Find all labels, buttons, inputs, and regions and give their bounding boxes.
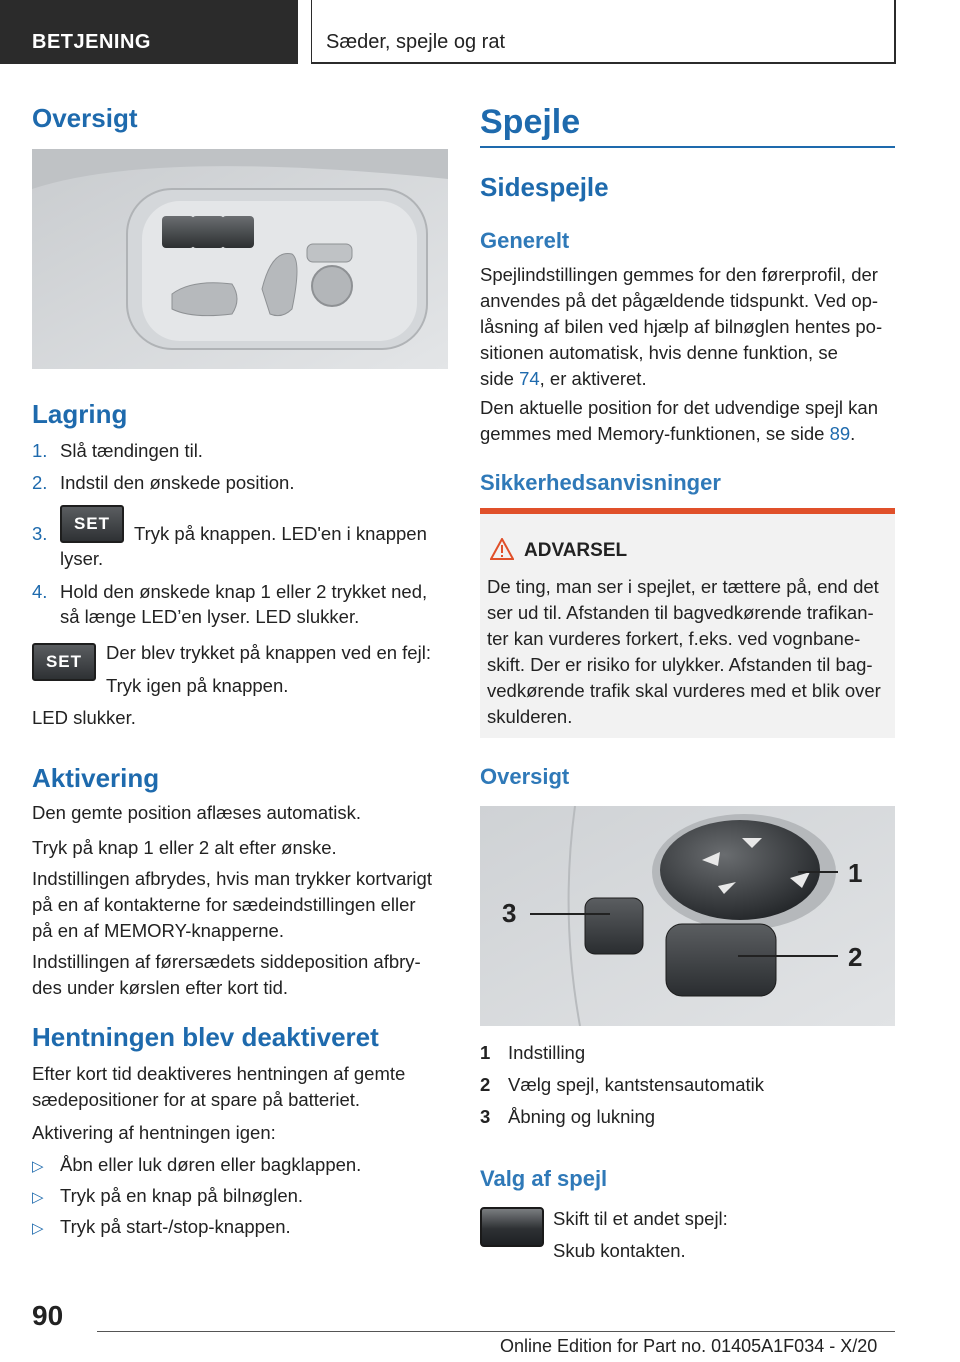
bullet-triangle-icon: ▷ xyxy=(32,1189,44,1206)
warning-line: vedkørende trafik skal vurderes med et blik over xyxy=(487,680,881,701)
step-text: Slå tændingen til. xyxy=(60,440,203,461)
valg-heading: Valg af spejl xyxy=(480,1166,608,1191)
aktivering-p3c: på en af MEMORY-knapperne. xyxy=(32,920,284,941)
generelt-l2: anvendes på det pågældende tidspunkt. Ved op‐ xyxy=(480,290,879,311)
set-button-icon: SET xyxy=(60,505,124,543)
step-number: 4. xyxy=(32,581,48,602)
seat-controls-illustration xyxy=(32,149,448,369)
hentning-p2: Aktivering af hentningen igen: xyxy=(32,1122,276,1143)
aktivering-p3a: Indstillingen afbrydes, hvis man trykker kortvarigt xyxy=(32,868,432,889)
step-3-cont: lyser. xyxy=(60,548,104,569)
legend-text: Indstilling xyxy=(508,1042,586,1063)
text: . xyxy=(850,423,856,444)
callout-3: 3 xyxy=(502,898,517,928)
legend-item-3 xyxy=(480,1104,900,1130)
warning-icon xyxy=(490,538,514,565)
oversigt-right-heading: Oversigt xyxy=(480,764,570,789)
lagring-heading: Lagring xyxy=(32,399,128,429)
footer-rule xyxy=(97,1331,895,1332)
warning-box xyxy=(480,508,895,738)
sikkerhed-heading: Sikkerhedsanvisninger xyxy=(480,470,721,495)
step-1 xyxy=(32,438,448,464)
warning-title: ADVARSEL xyxy=(524,540,628,561)
aktivering-p4a: Indstillingen af førersædets siddeposition afbry‐ xyxy=(32,951,421,972)
warning-line: skulderen. xyxy=(487,706,573,727)
legend-number: 2 xyxy=(480,1074,491,1095)
valg-l1: Skift til et andet spejl: xyxy=(553,1208,728,1229)
aktivering-p2: Tryk på knap 1 eller 2 alt efter ønske. xyxy=(32,837,337,858)
legend-number: 1 xyxy=(480,1042,491,1063)
text: gemmes med Memory-funktionen, se side xyxy=(480,423,830,444)
text: , er aktiveret. xyxy=(539,368,647,389)
page-link-74[interactable]: 74 xyxy=(519,368,540,389)
bullet-text: Tryk på start-/stop-knappen. xyxy=(60,1216,291,1237)
warning-line: skift. Der er risiko for ulykker. Afstanden til bag‐ xyxy=(487,654,873,675)
generelt-l6: Den aktuelle position for det udvendige spejl kan xyxy=(480,397,879,418)
step-4 xyxy=(32,579,452,605)
bullet-triangle-icon: ▷ xyxy=(32,1158,44,1175)
generelt-l5 xyxy=(480,366,900,392)
text: side xyxy=(480,368,520,389)
legend-text: Åbning og lukning xyxy=(508,1106,656,1127)
hentning-bullet-2 xyxy=(32,1183,452,1211)
step-2 xyxy=(32,470,448,496)
legend-text: Vælg spejl, kantstensautomatik xyxy=(508,1074,765,1095)
hentning-heading: Hentningen blev deaktiveret xyxy=(32,1022,379,1052)
bullet-triangle-icon: ▷ xyxy=(32,1220,44,1237)
mirror-switch-icon xyxy=(480,1207,544,1247)
hentning-bullet-3 xyxy=(32,1214,452,1242)
legend-item-1 xyxy=(480,1040,900,1066)
legend-item-2 xyxy=(480,1072,900,1098)
header-chapter: Sæder, spejle og rat xyxy=(311,0,896,64)
hentning-p1b: sædepositioner for at spare på batteriet. xyxy=(32,1089,361,1110)
footer-edition: Online Edition for Part no. 01405A1F034 - X/20 xyxy=(500,1336,878,1356)
oversigt-heading: Oversigt xyxy=(32,103,138,133)
generelt-l3: låsning af bilen ved hjælp af bilnøglen hentes po‐ xyxy=(480,316,883,337)
step-number: 2. xyxy=(32,472,48,493)
aktivering-p3b: på en af kontakterne for sædeindstillingen eller xyxy=(32,894,416,915)
title-rule xyxy=(480,146,895,148)
aktivering-heading: Aktivering xyxy=(32,763,160,793)
error-line-1: Der blev trykket på knappen ved en fejl: xyxy=(106,642,431,663)
warning-line: ter kan vurderes forkert, f.eks. ved vognbane‐ xyxy=(487,628,861,649)
step-4-cont: så længe LED’en lyser. LED slukker. xyxy=(60,606,360,627)
aktivering-p1: Den gemte position aflæses automatisk. xyxy=(32,802,362,823)
set-button-icon-2: SET xyxy=(32,643,96,681)
hentning-p1a: Efter kort tid deaktiveres hentningen af gemte xyxy=(32,1063,406,1084)
led-off-text: LED slukker. xyxy=(32,707,136,728)
hentning-bullet-1 xyxy=(32,1152,452,1180)
generelt-heading: Generelt xyxy=(480,228,570,253)
generelt-l4: sitionen automatisk, hvis denne funktion, se xyxy=(480,342,838,363)
step-3-text: Tryk på knappen. LED'en i knappen xyxy=(134,523,427,544)
step-number: 1. xyxy=(32,440,48,461)
page-number: 90 xyxy=(32,1300,64,1331)
callout-2: 2 xyxy=(848,942,863,972)
spejle-heading: Spejle xyxy=(480,103,581,141)
step-text: Hold den ønskede knap 1 eller 2 trykket ned, xyxy=(60,581,428,602)
error-line-2: Tryk igen på knappen. xyxy=(106,675,289,696)
valg-l2: Skub kontakten. xyxy=(553,1240,686,1261)
generelt-l7 xyxy=(480,421,900,447)
warning-line: ser ud til. Afstanden til bagvedkørende trafikan‐ xyxy=(487,602,874,623)
page-link-89[interactable]: 89 xyxy=(829,423,851,444)
bullet-text: Tryk på en knap på bilnøglen. xyxy=(60,1185,304,1206)
bullet-text: Åbn eller luk døren eller bagklappen. xyxy=(60,1154,362,1175)
mirror-controls-illustration xyxy=(480,806,895,1026)
step-number: 3. xyxy=(32,523,48,544)
header-section: BETJENING xyxy=(0,0,298,64)
generelt-l1: Spejlindstillingen gemmes for den førerprofil, der xyxy=(480,264,878,285)
sidespejle-heading: Sidespejle xyxy=(480,172,609,202)
seat-controls-photo xyxy=(32,149,448,369)
callout-1: 1 xyxy=(848,858,863,888)
mirror-controls-photo xyxy=(480,806,895,1026)
warning-line: De ting, man ser i spejlet, er tættere på, end det xyxy=(487,576,879,597)
legend-number: 3 xyxy=(480,1106,491,1127)
step-text: Indstil den ønskede position. xyxy=(60,472,295,493)
aktivering-p4b: des under kørslen efter kort tid. xyxy=(32,977,289,998)
